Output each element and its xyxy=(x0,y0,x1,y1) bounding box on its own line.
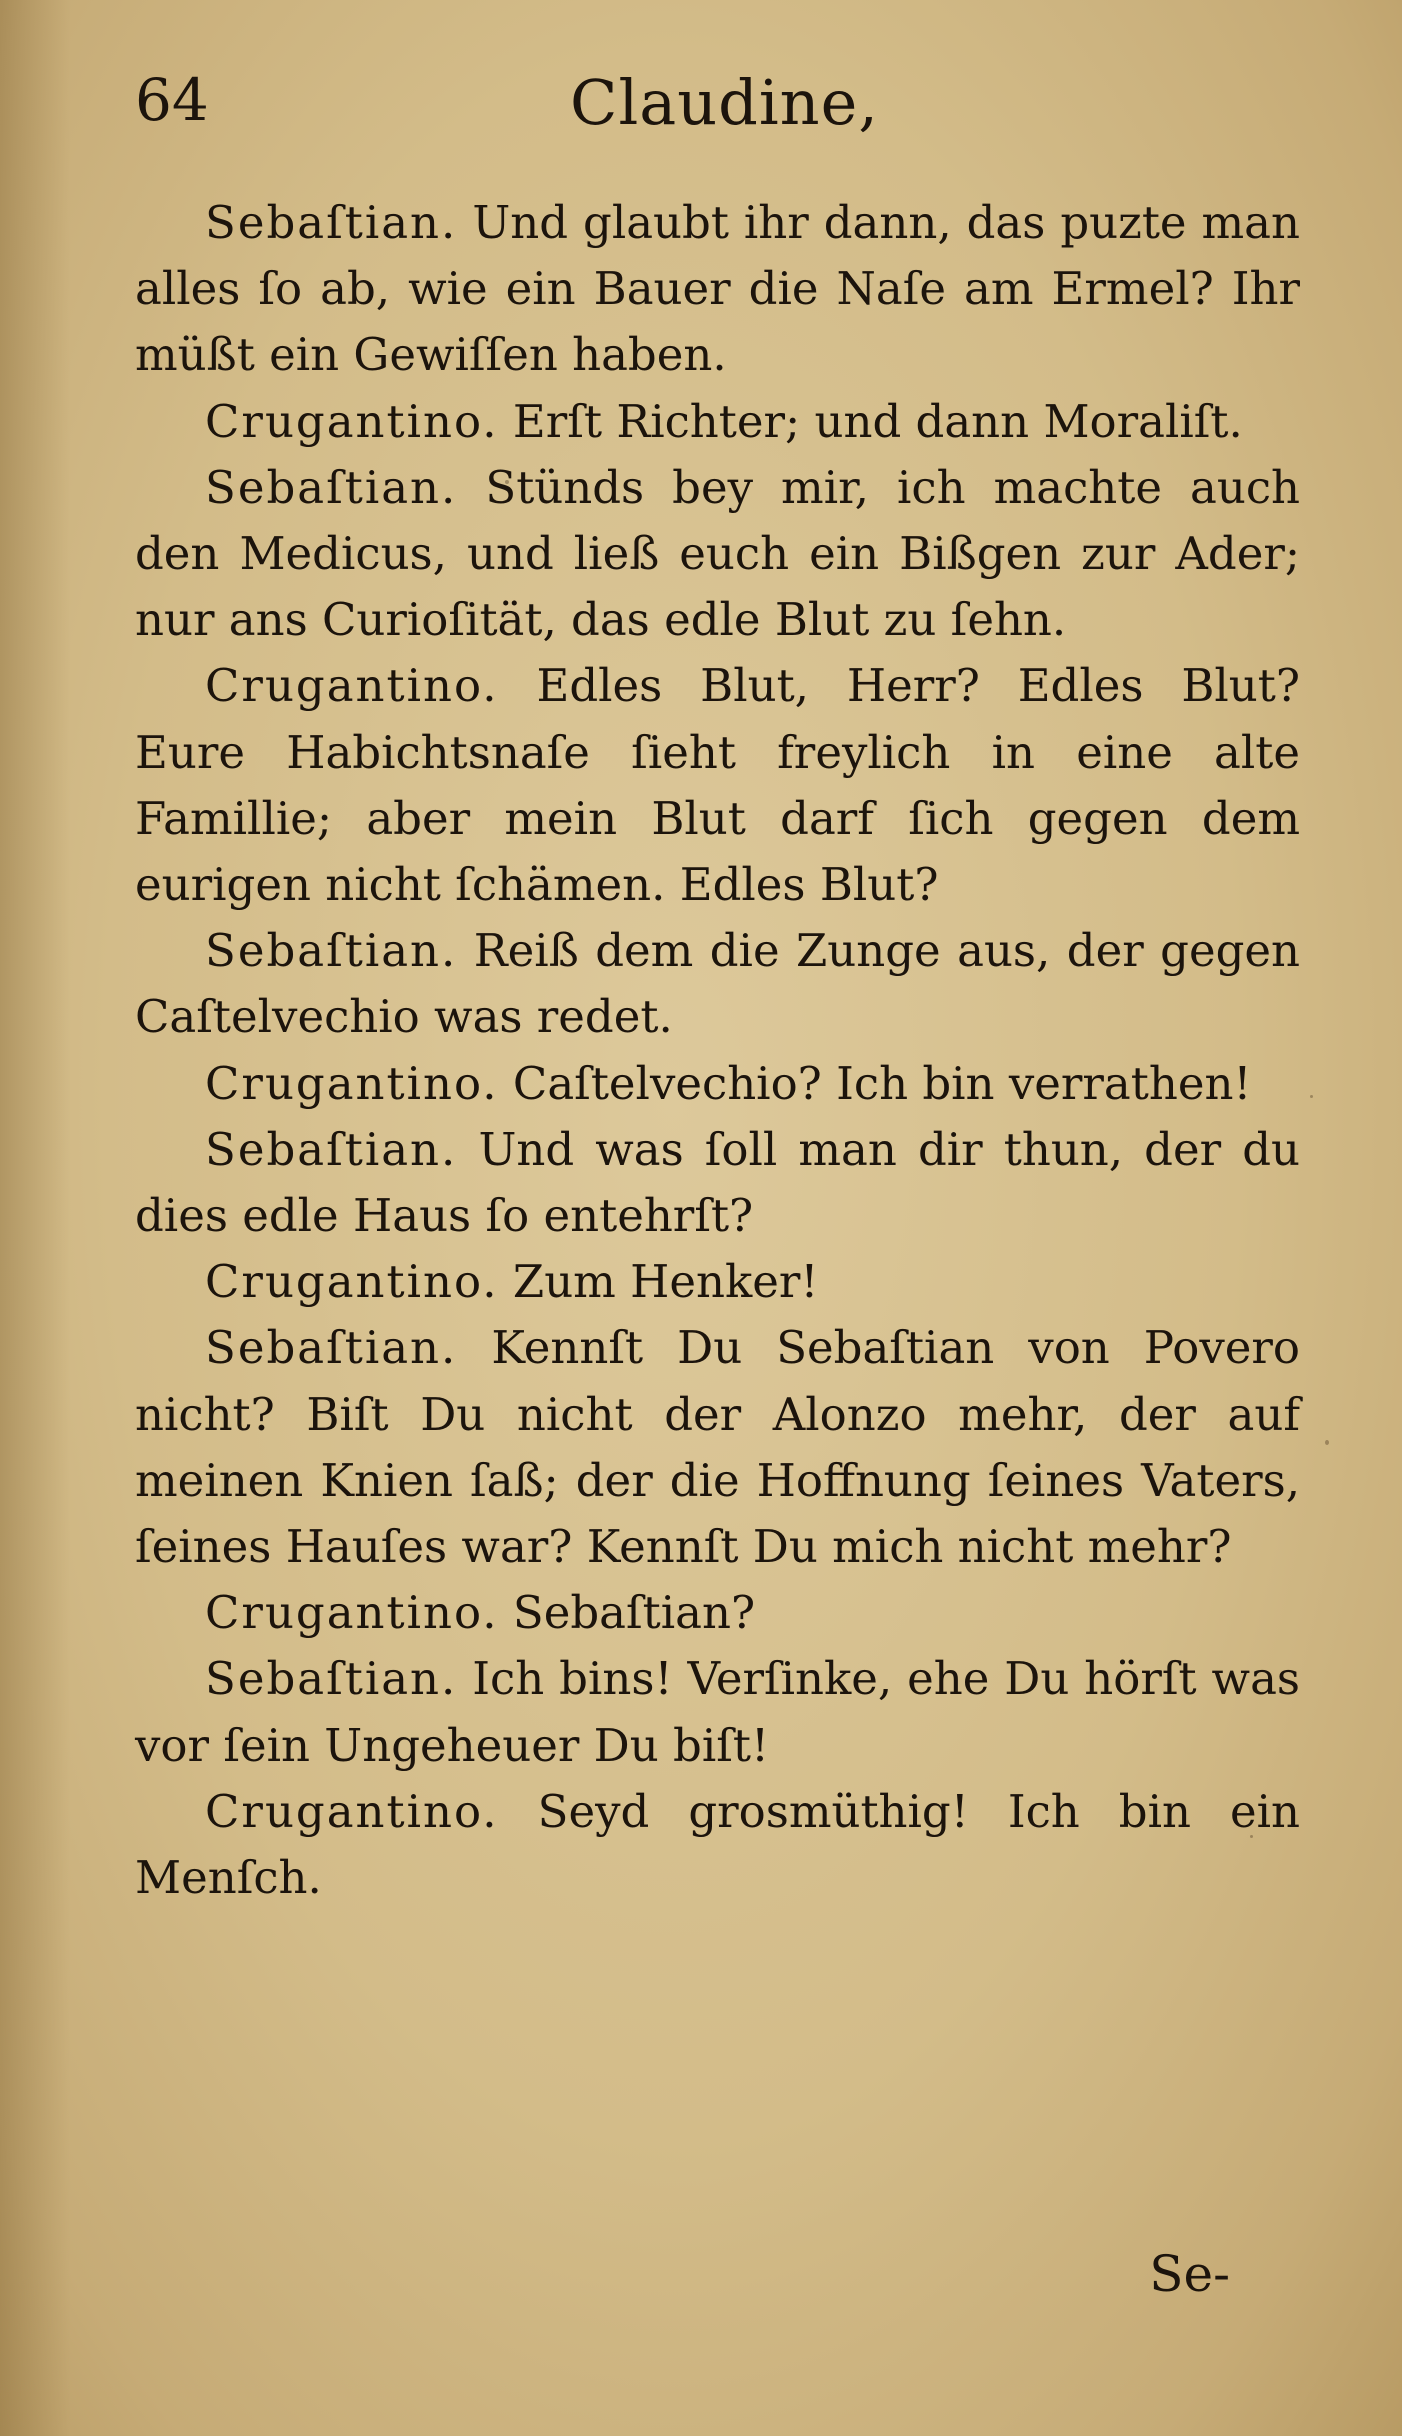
dialogue-line xyxy=(135,1646,1300,1778)
speaker-name: Crugantino. xyxy=(205,1056,499,1110)
dialogue-line xyxy=(135,653,1300,918)
dialogue-line xyxy=(135,190,1300,389)
page-fold-shadow xyxy=(0,0,70,2436)
paper-speck xyxy=(505,480,509,484)
dialogue-line xyxy=(135,1117,1300,1249)
speaker-name: Sebaſtian. xyxy=(205,196,458,249)
dialogue-text xyxy=(135,190,1300,1911)
line-text: Reiß dem die Zunge aus, der gegen Caſtelvechio was redet. xyxy=(135,924,1301,1044)
catchword: Se- xyxy=(1149,2245,1230,2303)
speaker-name: Crugantino. xyxy=(205,659,499,713)
page-number: 64 xyxy=(135,66,209,134)
page-header xyxy=(135,60,1312,150)
line-text: Zum Henker! xyxy=(512,1255,819,1309)
dialogue-line xyxy=(135,389,1300,455)
line-text: Sebaſtian? xyxy=(512,1586,756,1640)
line-text: Erſt Richter; und dann Moraliſt. xyxy=(512,394,1243,448)
paper-speck xyxy=(1310,1095,1313,1098)
line-text: Und glaubt ihr dann, das puzte man alles ſo ab, wie ein Bauer die Naſe am Ermel? Ihr müßt ein Gewiſſen haben. xyxy=(135,196,1300,382)
speaker-name: Crugantino. xyxy=(205,1255,499,1309)
line-text: Ich bins! Verſinke, ehe Du hörſt was vor ſein Ungeheuer Du biſt! xyxy=(135,1652,1300,1772)
paper-speck xyxy=(1325,1440,1329,1445)
dialogue-line xyxy=(135,1580,1300,1646)
speaker-name: Sebaſtian. xyxy=(205,1652,458,1706)
speaker-name: Sebaſtian. xyxy=(205,1321,458,1375)
dialogue-line xyxy=(135,1779,1300,1911)
dialogue-line xyxy=(135,1249,1300,1315)
dialogue-line xyxy=(135,918,1300,1050)
line-text: Und was ſoll man dir thun, der du dies edle Haus ſo entehrſt? xyxy=(135,1122,1300,1243)
speaker-name: Sebaſtian. xyxy=(205,460,458,514)
running-title: Claudine, xyxy=(570,66,880,139)
speaker-name: Crugantino. xyxy=(205,394,499,448)
speaker-name: Sebaſtian. xyxy=(205,1122,458,1176)
line-text: Seyd grosmüthig! Ich bin ein Menſch. xyxy=(135,1784,1300,1905)
speaker-name: Crugantino. xyxy=(205,1784,499,1838)
line-text: Edles Blut, Herr? Edles Blut? Eure Habichtsnaſe ſieht freylich in eine alte Famillie; aber mein Blut darf ſich gegen dem eurigen nicht ſchämen. Edles Blut? xyxy=(135,659,1300,912)
dialogue-line xyxy=(135,1051,1300,1117)
line-text: Caſtelvechio? Ich bin verrathen! xyxy=(512,1056,1252,1110)
speaker-name: Sebaſtian. xyxy=(205,924,458,978)
paper-speck xyxy=(1250,1835,1253,1838)
line-text: Kennſt Du Sebaſtian von Povero nicht? Biſt Du nicht der Alonzo mehr, der auf meinen Knien ſaß; der die Hoffnung ſeines Vaters, ſeines Hauſes war? Kennſt Du mich nicht mehr? xyxy=(135,1321,1300,1574)
dialogue-line xyxy=(135,1315,1300,1580)
dialogue-line xyxy=(135,455,1300,654)
line-text: Stünds bey mir, ich machte auch den Medicus, und ließ euch ein Bißgen zur Ader; nur ans Curioſität, das edle Blut zu ſehn. xyxy=(135,460,1301,647)
speaker-name: Crugantino. xyxy=(205,1586,499,1640)
